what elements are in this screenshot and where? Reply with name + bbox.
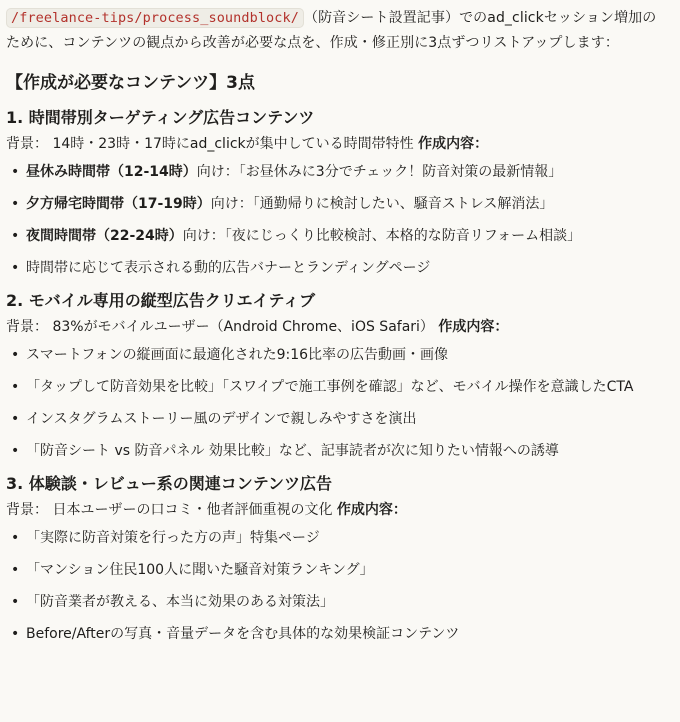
section-title: 1. 時間帯別ターゲティング広告コンテンツ: [6, 108, 315, 127]
list-item: [6, 225, 666, 247]
background-label: 背景：: [6, 319, 48, 335]
item-bold: 夕方帰宅時間帯（17-19時）: [26, 196, 211, 212]
item-text: 「マンション住民100人に聞いた騒音対策ランキング」: [26, 562, 374, 578]
bullet-icon: •: [11, 443, 20, 459]
background-label: 背景：: [6, 502, 48, 518]
bullet-icon: •: [11, 562, 20, 578]
item-text: 向け：「通勤帰りに検討したい、騒音ストレス解消法」: [210, 196, 554, 212]
section-title: 2. モバイル専用の縦型広告クリエイティブ: [6, 291, 316, 310]
section-background: [6, 133, 666, 155]
item-text: Before/Afterの写真・音量データを含む具体的な効果検証コンテンツ: [26, 626, 460, 642]
list-item: [6, 376, 666, 398]
intro-paragraph: [6, 6, 666, 56]
background-text: 日本ユーザーの口コミ・他者評価重視の文化: [52, 502, 333, 518]
content-label: 作成内容：: [336, 502, 407, 518]
list-item: [6, 344, 666, 366]
bullet-icon: •: [11, 626, 20, 642]
bullet-icon: •: [11, 347, 20, 363]
item-text: 「防音シート vs 防音パネル 効果比較」など、記事読者が次に知りたい情報への誘導: [26, 443, 559, 459]
url-path-code: /freelance-tips/process_soundblock/: [6, 8, 304, 28]
content-list: [6, 161, 666, 279]
item-text: 向け：「お昼休みに3分でチェック！防音対策の最新情報」: [196, 164, 563, 180]
section-heading: 【作成が必要なコンテンツ】3点: [6, 73, 255, 93]
list-item: [6, 440, 666, 462]
background-text: 14時・23時・17時にad_clickが集中している時間帯特性: [52, 136, 414, 152]
content-list: [6, 527, 666, 645]
bullet-icon: •: [11, 411, 20, 427]
section-1: [6, 106, 666, 279]
list-item: [6, 591, 666, 613]
section-3: [6, 472, 666, 645]
list-item: [6, 527, 666, 549]
section-background: [6, 316, 666, 338]
bullet-icon: •: [11, 594, 20, 610]
bullet-icon: •: [11, 379, 20, 395]
item-text: 「実際に防音対策を行った方の声」特集ページ: [26, 530, 320, 546]
list-item: [6, 193, 666, 215]
item-text: 「防音業者が教える、本当に効果のある対策法」: [26, 594, 334, 610]
list-item: [6, 559, 666, 581]
bullet-icon: •: [11, 530, 20, 546]
bullet-icon: •: [11, 228, 20, 244]
item-text: インスタグラムストーリー風のデザインで親しみやすさを演出: [26, 411, 417, 427]
bullet-icon: •: [11, 164, 20, 180]
bullet-icon: •: [11, 260, 20, 276]
section-2: [6, 289, 666, 462]
item-text: 向け：「夜にじっくり比較検討、本格的な防音リフォーム相談」: [182, 228, 582, 244]
content-label: 作成内容：: [438, 319, 509, 335]
content-list: [6, 344, 666, 462]
list-item: [6, 408, 666, 430]
list-item: [6, 161, 666, 183]
section-title: 3. 体験談・レビュー系の関連コンテンツ広告: [6, 474, 332, 493]
item-text: スマートフォンの縦画面に最適化された9:16比率の広告動画・画像: [26, 347, 449, 363]
item-text: 時間帯に応じて表示される動的広告バナーとランディングページ: [26, 260, 431, 276]
item-bold: 昼休み時間帯（12-14時）: [26, 164, 197, 180]
item-text: 「タップして防音効果を比較」「スワイプで施工事例を確認」など、モバイル操作を意識したCTA: [26, 379, 634, 395]
bullet-icon: •: [11, 196, 20, 212]
background-text: 83%がモバイルユーザー（Android Chrome、iOS Safari）: [52, 319, 434, 335]
content-label: 作成内容：: [418, 136, 489, 152]
list-item: [6, 257, 666, 279]
list-item: [6, 623, 666, 645]
section-background: [6, 499, 666, 521]
item-bold: 夜間時間帯（22-24時）: [26, 228, 183, 244]
background-label: 背景：: [6, 136, 48, 152]
intro-text: （防音シート設置記事）でのad_clickセッション増加のために、コンテンツの観点から改善が必要な点を、作成・修正別に3点ずつリストアップします：: [6, 10, 657, 51]
